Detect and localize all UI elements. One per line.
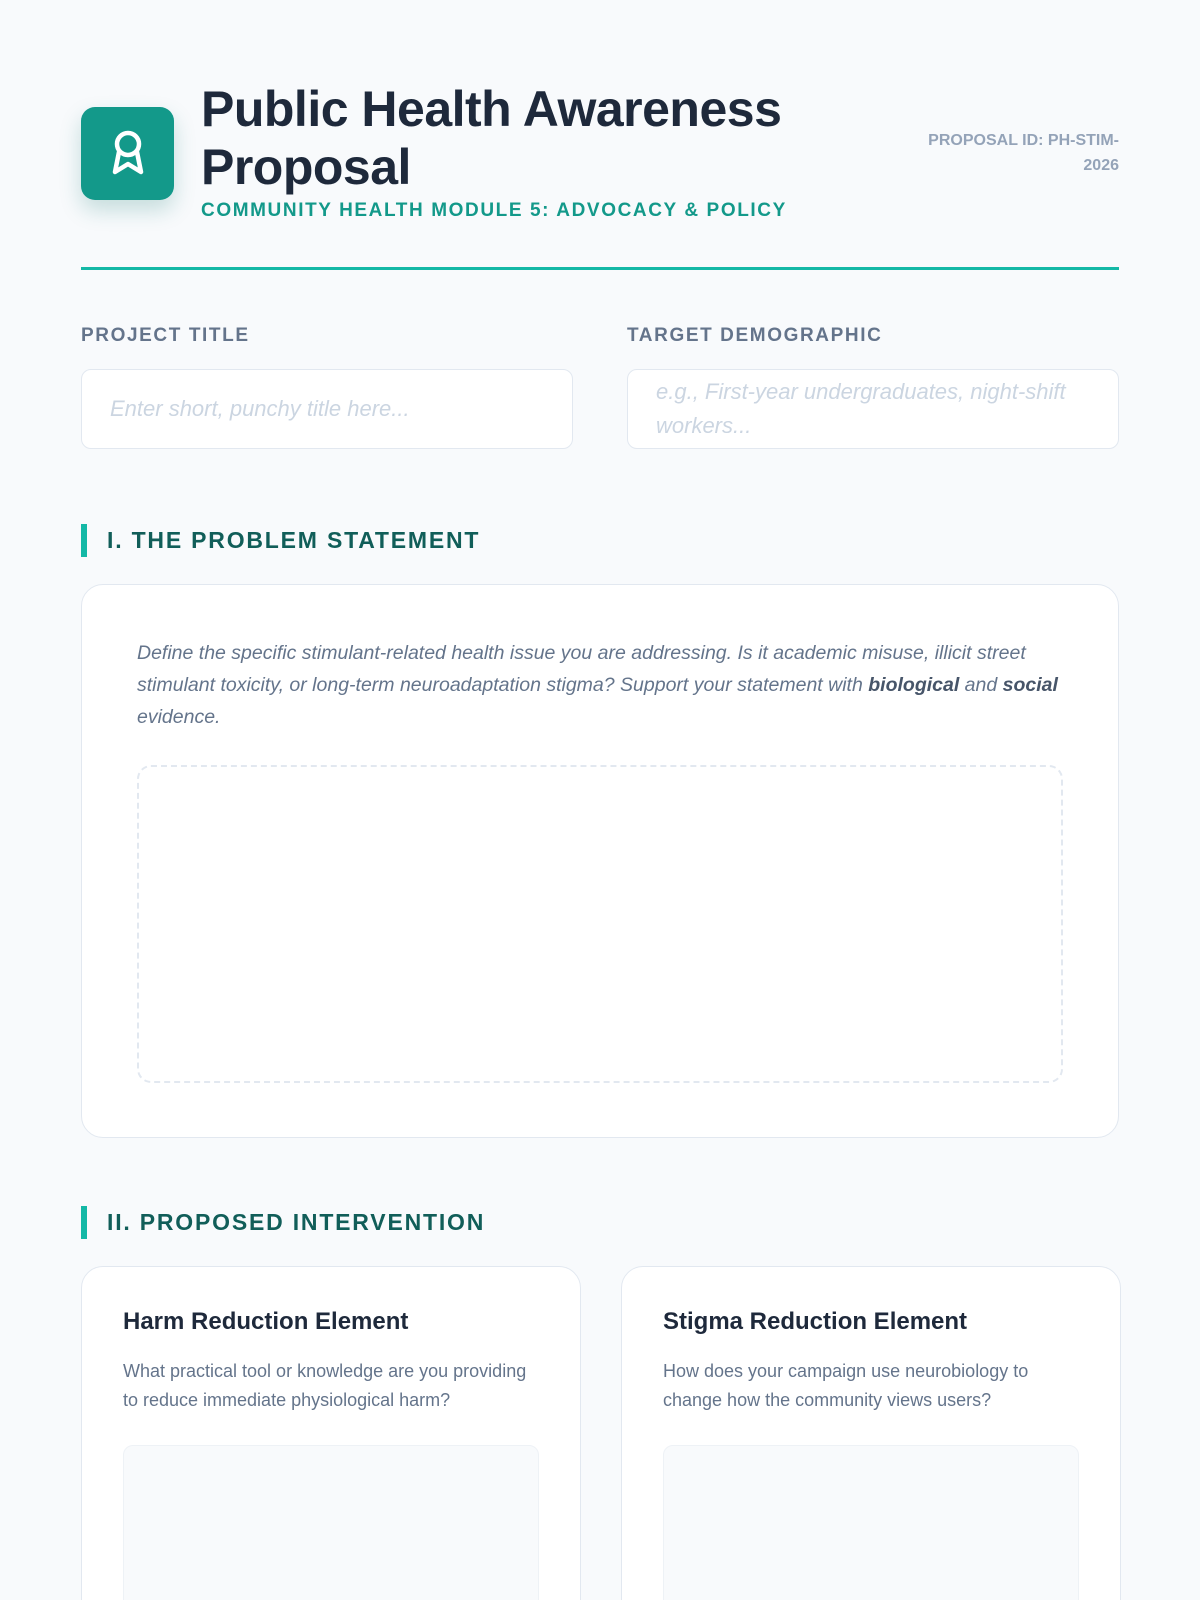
problem-prompt-bold-social: social — [1002, 674, 1058, 696]
module-subtitle: COMMUNITY HEALTH MODULE 5: ADVOCACY & POLICY — [201, 200, 787, 221]
problem-card — [81, 584, 1119, 1138]
page-title: Public Health Awareness Proposal — [201, 81, 782, 195]
harm-reduction-card — [81, 1266, 581, 1600]
project-title-label: PROJECT TITLE — [81, 325, 250, 346]
intervention-section-heading — [81, 1206, 485, 1239]
problem-prompt — [137, 637, 1063, 733]
target-demographic-input[interactable]: e.g., First-year undergraduates, night-shift workers... — [627, 369, 1119, 449]
page-header — [81, 0, 1119, 270]
logo-badge — [81, 107, 174, 200]
problem-prompt-end: evidence. — [137, 706, 221, 728]
problem-prompt-bold-biological: biological — [868, 674, 960, 696]
harm-reduction-title: Harm Reduction Element — [123, 1308, 409, 1335]
award-ribbon-icon — [108, 128, 148, 180]
problem-section-heading — [81, 524, 480, 557]
section-accent-bar — [81, 1206, 87, 1239]
header-divider — [81, 267, 1119, 270]
problem-prompt-and: and — [959, 674, 1003, 696]
stigma-reduction-card — [621, 1266, 1121, 1600]
section-accent-bar — [81, 524, 87, 557]
intervention-section-title: II. PROPOSED INTERVENTION — [107, 1209, 486, 1235]
harm-reduction-prompt: What practical tool or knowledge are you providing to reduce immediate physiological harm? — [123, 1361, 527, 1410]
project-title-field — [81, 325, 573, 449]
stigma-reduction-prompt: How does your campaign use neurobiology to change how the community views users? — [663, 1361, 1029, 1410]
project-title-input[interactable]: Enter short, punchy title here... — [81, 369, 573, 449]
proposal-id: PROPOSAL ID: PH-STIM-2026 — [928, 132, 1119, 174]
stigma-reduction-title: Stigma Reduction Element — [663, 1308, 968, 1335]
problem-answer-area[interactable] — [137, 765, 1063, 1083]
stigma-reduction-answer-area[interactable] — [663, 1445, 1079, 1600]
problem-prompt-text: Define the specific stimulant-related health issue you are addressing. Is it academic misuse, illicit street stimulant toxicity, or long-term neuroadaptation stigma? Support your statement with — [137, 642, 1026, 696]
info-fields — [81, 325, 1119, 449]
title-block — [201, 80, 861, 222]
harm-reduction-answer-area[interactable] — [123, 1445, 539, 1600]
target-demographic-label: TARGET DEMOGRAPHIC — [627, 325, 883, 346]
target-demographic-field — [627, 325, 1119, 449]
problem-section-title: I. THE PROBLEM STATEMENT — [107, 527, 481, 553]
